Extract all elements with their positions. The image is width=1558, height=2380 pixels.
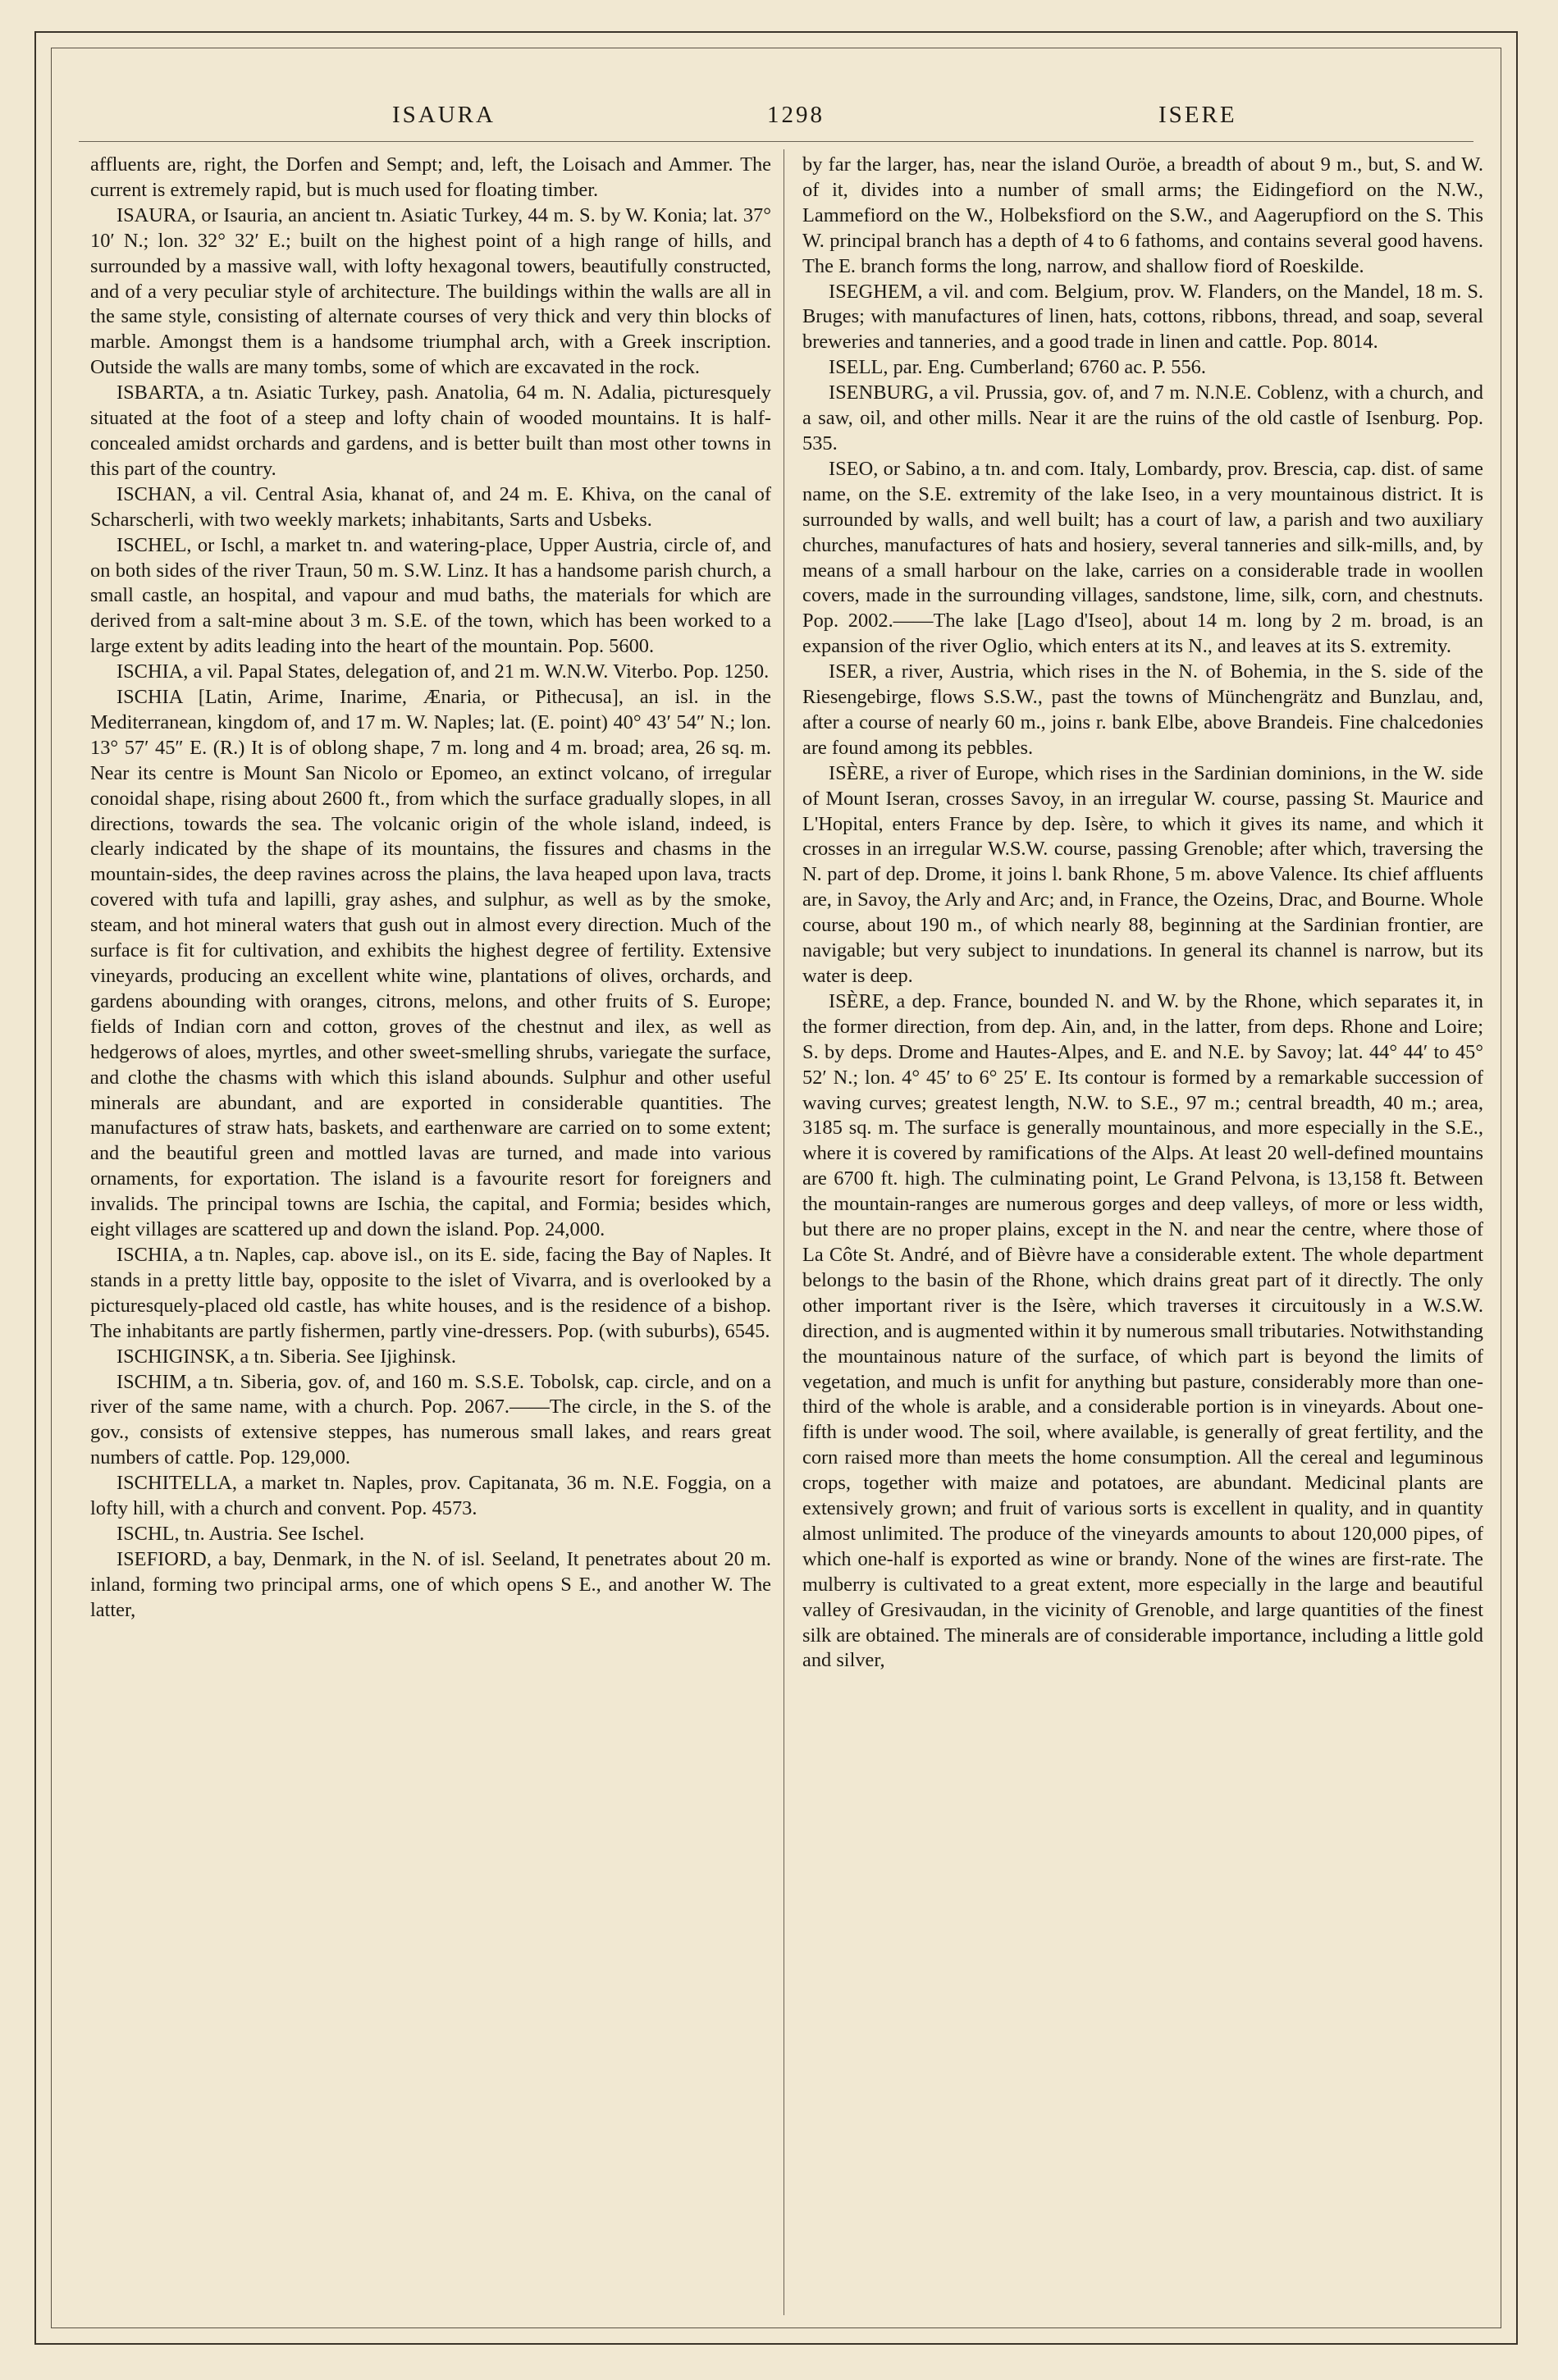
left-column bbox=[90, 153, 771, 1624]
dictionary-entry: ISAURA, or Isauria, an ancient tn. Asiatic Turkey, 44 m. S. by W. Konia; lat. 37° 10′ N.; lon. 32° 32′ E.; built on the highest point of a high range of hills, and surrounded by a massive wall, with lofty hexagonal towers, beautifully constructed, and of a very peculiar style of architecture. The buildings within the walls are all in the same style, consisting of alternate courses of very thick and very thin blocks of marble. Amongst them is a handsome triumphal arch, with a Greek inscription. Outside the walls are many tombs, some of which are excavated in the rock. bbox=[90, 203, 771, 379]
entry-continuation: by far the larger, has, near the island Ouröe, a breadth of about 9 m., but, S. and W. of it, divides into a number of small arms; the Eidingefiord on the N.W., Lammefiord on the W., Holbeksfiord on the S.W., and Aagerupfiord on the S. This W. principal branch has a depth of 4 to 6 fathoms, and contains several good havens. The E. branch forms the long, narrow, and shallow fiord of Roeskilde. bbox=[802, 153, 1483, 277]
dictionary-entry: ISCHIM, a tn. Siberia, gov. of, and 160 m. S.S.E. Tobolsk, cap. circle, and on a river of the same name, with a church. Pop. 2067.——The circle, in the S. of the gov., consists of extensive steppes, has numerous small lakes, and rears great numbers of cattle. Pop. 129,000. bbox=[90, 1370, 771, 1469]
page-number: 1298 bbox=[767, 102, 825, 128]
header-rule bbox=[79, 141, 1473, 142]
dictionary-entry: ISELL, par. Eng. Cumberland; 6760 ac. P. 556. bbox=[829, 356, 1206, 379]
dictionary-entry: ISENBURG, a vil. Prussia, gov. of, and 7 m. N.N.E. Coblenz, with a church, and a saw, oil, and other mills. Near it are the ruins of the old castle of Isenburg. Pop. 535. bbox=[802, 381, 1483, 455]
dictionary-entry: ISEO, or Sabino, a tn. and com. Italy, Lombardy, prov. Brescia, cap. dist. of same name, on the S.E. extremity of the lake Iseo, in a very mountainous district. It is surrounded by walls, and well built; has a court of law, a parish and two auxiliary churches, manufactures of hats and hosiery, several tanneries and silk-mills, and, by means of a small harbour on the lake, carries on a considerable trade in woollen covers, made in the surrounding villages, sandstone, lime, silk, corn, and chestnuts. Pop. 2002.——The lake [Lago d'Iseo], about 14 m. long by 2 m. broad, is an expansion of the river Oglio, which enters at its N., and leaves at its S. extremity. bbox=[802, 457, 1483, 658]
dictionary-entry: ISEFIORD, a bay, Denmark, in the N. of isl. Seeland, It penetrates about 20 m. inland, forming two principal arms, one of which opens S E., and another W. The latter, bbox=[90, 1547, 771, 1621]
dictionary-entry: ISEGHEM, a vil. and com. Belgium, prov. W. Flanders, on the Mandel, 18 m. S. Bruges; with manufactures of linen, hats, cottons, ribbons, thread, and soap, several breweries and tanneries, and a good trade in linen and cattle. Pop. 8014. bbox=[802, 280, 1483, 354]
dictionary-entry: ISER, a river, Austria, which rises in the N. of Bohemia, in the S. side of the Riesengebirge, flows S.S.W., past the towns of Münchengrätz and Bunzlau, and, after a course of nearly 60 m., joins r. bank Elbe, above Brandeis. Fine chalcedonies are found among its pebbles. bbox=[802, 660, 1483, 759]
dictionary-entry: ISCHIGINSK, a tn. Siberia. See Ijighinsk. bbox=[117, 1345, 456, 1368]
dictionary-entry: ISBARTA, a tn. Asiatic Turkey, pash. Anatolia, 64 m. N. Adalia, picturesquely situated at the foot of a steep and lofty chain of wooded mountains. It is half-concealed amidst orchards and gardens, and is better built than most other towns in this part of the country. bbox=[90, 381, 771, 480]
dictionary-entry: ISCHEL, or Ischl, a market tn. and watering-place, Upper Austria, circle of, and on both sides of the river Traun, 50 m. S.W. Linz. It has a handsome parish church, a small castle, an hospital, and vapour and mud baths, the materials for which are derived from a salt-mine about 3 m. S.E. of the town, which has been worked to a large extent by adits leading into the heart of the mountain. Pop. 5600. bbox=[90, 533, 771, 658]
dictionary-entry: ISCHIA, a tn. Naples, cap. above isl., on its E. side, facing the Bay of Naples. It stands in a pretty little bay, opposite to the islet of Vivarra, and is overlooked by a picturesquely-placed old castle, has white houses, and is the residence of a bishop. The inhabitants are partly fishermen, partly vine-dressers. Pop. (with suburbs), 6545. bbox=[90, 1243, 771, 1342]
dictionary-entry: ISÈRE, a dep. France, bounded N. and W. by the Rhone, which separates it, in the former direction, from dep. Ain, and, in the latter, from deps. Rhone and Loire; S. by deps. Drome and Hautes-Alpes, and E. and N.E. by Savoy; lat. 44° 44′ to 45° 52′ N.; lon. 4° 45′ to 6° 25′ E. Its contour is formed by a remarkable succession of waving curves; greatest length, N.W. to S.E., 97 m.; central breadth, 40 m.; area, 3185 sq. m. The surface is generally mountainous, and more especially in the S.E., where it is covered by ramifications of the Alps. At least 20 well-defined mountains are 6700 ft. high. The culminating point, Le Grand Pelvona, is 13,158 ft. Between the mountain-ranges are numerous gorges and deep valleys, of more or less width, but there are no proper plains, except in the N. and near the centre, where those of La Côte St. André, and of Bièvre have a considerable extent. The whole department belongs to the basin of the Rhone, which drains great part of it directly. The only other important river is the Isère, which traverses it circuitously in a W.S.W. direction, and is augmented within it by numerous small tributaries. Notwithstanding the mountainous nature of the surface, of which part is beyond the limits of vegetation, and much is unfit for anything but pasture, considerably more than one-third of the whole is arable, and a considerable portion is in vineyards. About one-fifth is under wood. The soil, where available, is generally of great fertility, and the corn raised more than meets the home consumption. All the cereal and leguminous crops, together with maize and potatoes, are abundant. Medicinal plants are extensively grown; and fruit of various sorts is excellent in quality, and in quantity almost unlimited. The produce of the vineyards amounts to about 120,000 pipes, of which one-half is exported as wine or brandy. None of the wines are first-rate. The mulberry is cultivated to a great extent, more especially in the large and beautiful valley of Gresivaudan, in the vicinity of Grenoble, and large quantities of the finest silk are obtained. The minerals are of considerable importance, including a little gold and silver, bbox=[802, 989, 1483, 1672]
dictionary-entry: ISCHIA, a vil. Papal States, delegation of, and 21 m. W.N.W. Viterbo. Pop. 1250. bbox=[117, 660, 770, 683]
running-head-right: ISERE bbox=[1158, 102, 1237, 128]
dictionary-entry: ISCHITELLA, a market tn. Naples, prov. Capitanata, 36 m. N.E. Foggia, on a lofty hill, with a church and convent. Pop. 4573. bbox=[90, 1472, 771, 1520]
dictionary-entry: ISÈRE, a river of Europe, which rises in the Sardinian dominions, in the W. side of Mount Iseran, crosses Savoy, in an irregular W. course, passing St. Maurice and L'Hopital, enters France by dep. Isère, to which it gives its name, and which it crosses in an irregular W.S.W. course, passing Grenoble; after which, traversing the N. part of dep. Drome, it joins l. bank Rhone, 5 m. above Valence. Its chief affluents are, in Savoy, the Arly and Arc; and, in France, the Ozeins, Drac, and Bourne. Whole course, about 190 m., of which nearly 88, beginning at the Sardinian frontier, are navigable; but very subject to inundations. In general its channel is narrow, but its water is deep. bbox=[802, 761, 1483, 987]
dictionary-entry: ISCHAN, a vil. Central Asia, khanat of, and 24 m. E. Khiva, on the canal of Scharscherli, with two weekly markets; inhabitants, Sarts and Usbeks. bbox=[90, 482, 771, 531]
entry-continuation: affluents are, right, the Dorfen and Sempt; and, left, the Loisach and Ammer. The current is extremely rapid, but is much used for floating timber. bbox=[90, 153, 771, 201]
dictionary-entry: ISCHL, tn. Austria. See Ischel. bbox=[117, 1522, 365, 1545]
dictionary-entry: ISCHIA [Latin, Arime, Inarime, Ænaria, or Pithecusa], an isl. in the Mediterranean, kingdom of, and 17 m. W. Naples; lat. (E. point) 40° 43′ 54″ N.; lon. 13° 57′ 45″ E. (R.) It is of oblong shape, 7 m. long and 4 m. broad; area, 26 sq. m. Near its centre is Mount San Nicolo or Epomeo, an extinct volcano, of irregular conoidal shape, rising about 2600 ft., from which the surface gradually slopes, in all directions, towards the sea. The volcanic origin of the whole island, indeed, is clearly indicated by the shape of its mountains, the fissures and chasms in the mountain-sides, the deep ravines across the plains, the lava heaped upon lava, tracts covered with tufa and lapilli, gray ashes, and sulphur, as well as by the smoke, steam, and hot mineral waters that gush out in almost every direction. Much of the surface is fit for cultivation, and exhibits the highest degree of fertility. Extensive vineyards, producing an excellent white wine, plantations of olives, orchards, and gardens abounding with oranges, citrons, melons, and other fruits of S. Europe; fields of Indian corn and cotton, groves of the chestnut and ilex, as well as hedgerows of aloes, myrtles, and other sweet-smelling shrubs, variegate the surface, and clothe the chasms with which this island abounds. Sulphur and other useful minerals are abundant, and are exported in considerable quantities. The manufactures of straw hats, baskets, and earthenware are carried on to some extent; and the beautiful green and mottled lavas are turned, and made into various ornaments, for exportation. The island is a favourite resort for foreigners and invalids. The principal towns are Ischia, the capital, and Formia; besides which, eight villages are scattered up and down the island. Pop. 24,000. bbox=[90, 686, 771, 1241]
running-head-left: ISAURA bbox=[392, 102, 496, 128]
right-column bbox=[802, 153, 1483, 1674]
